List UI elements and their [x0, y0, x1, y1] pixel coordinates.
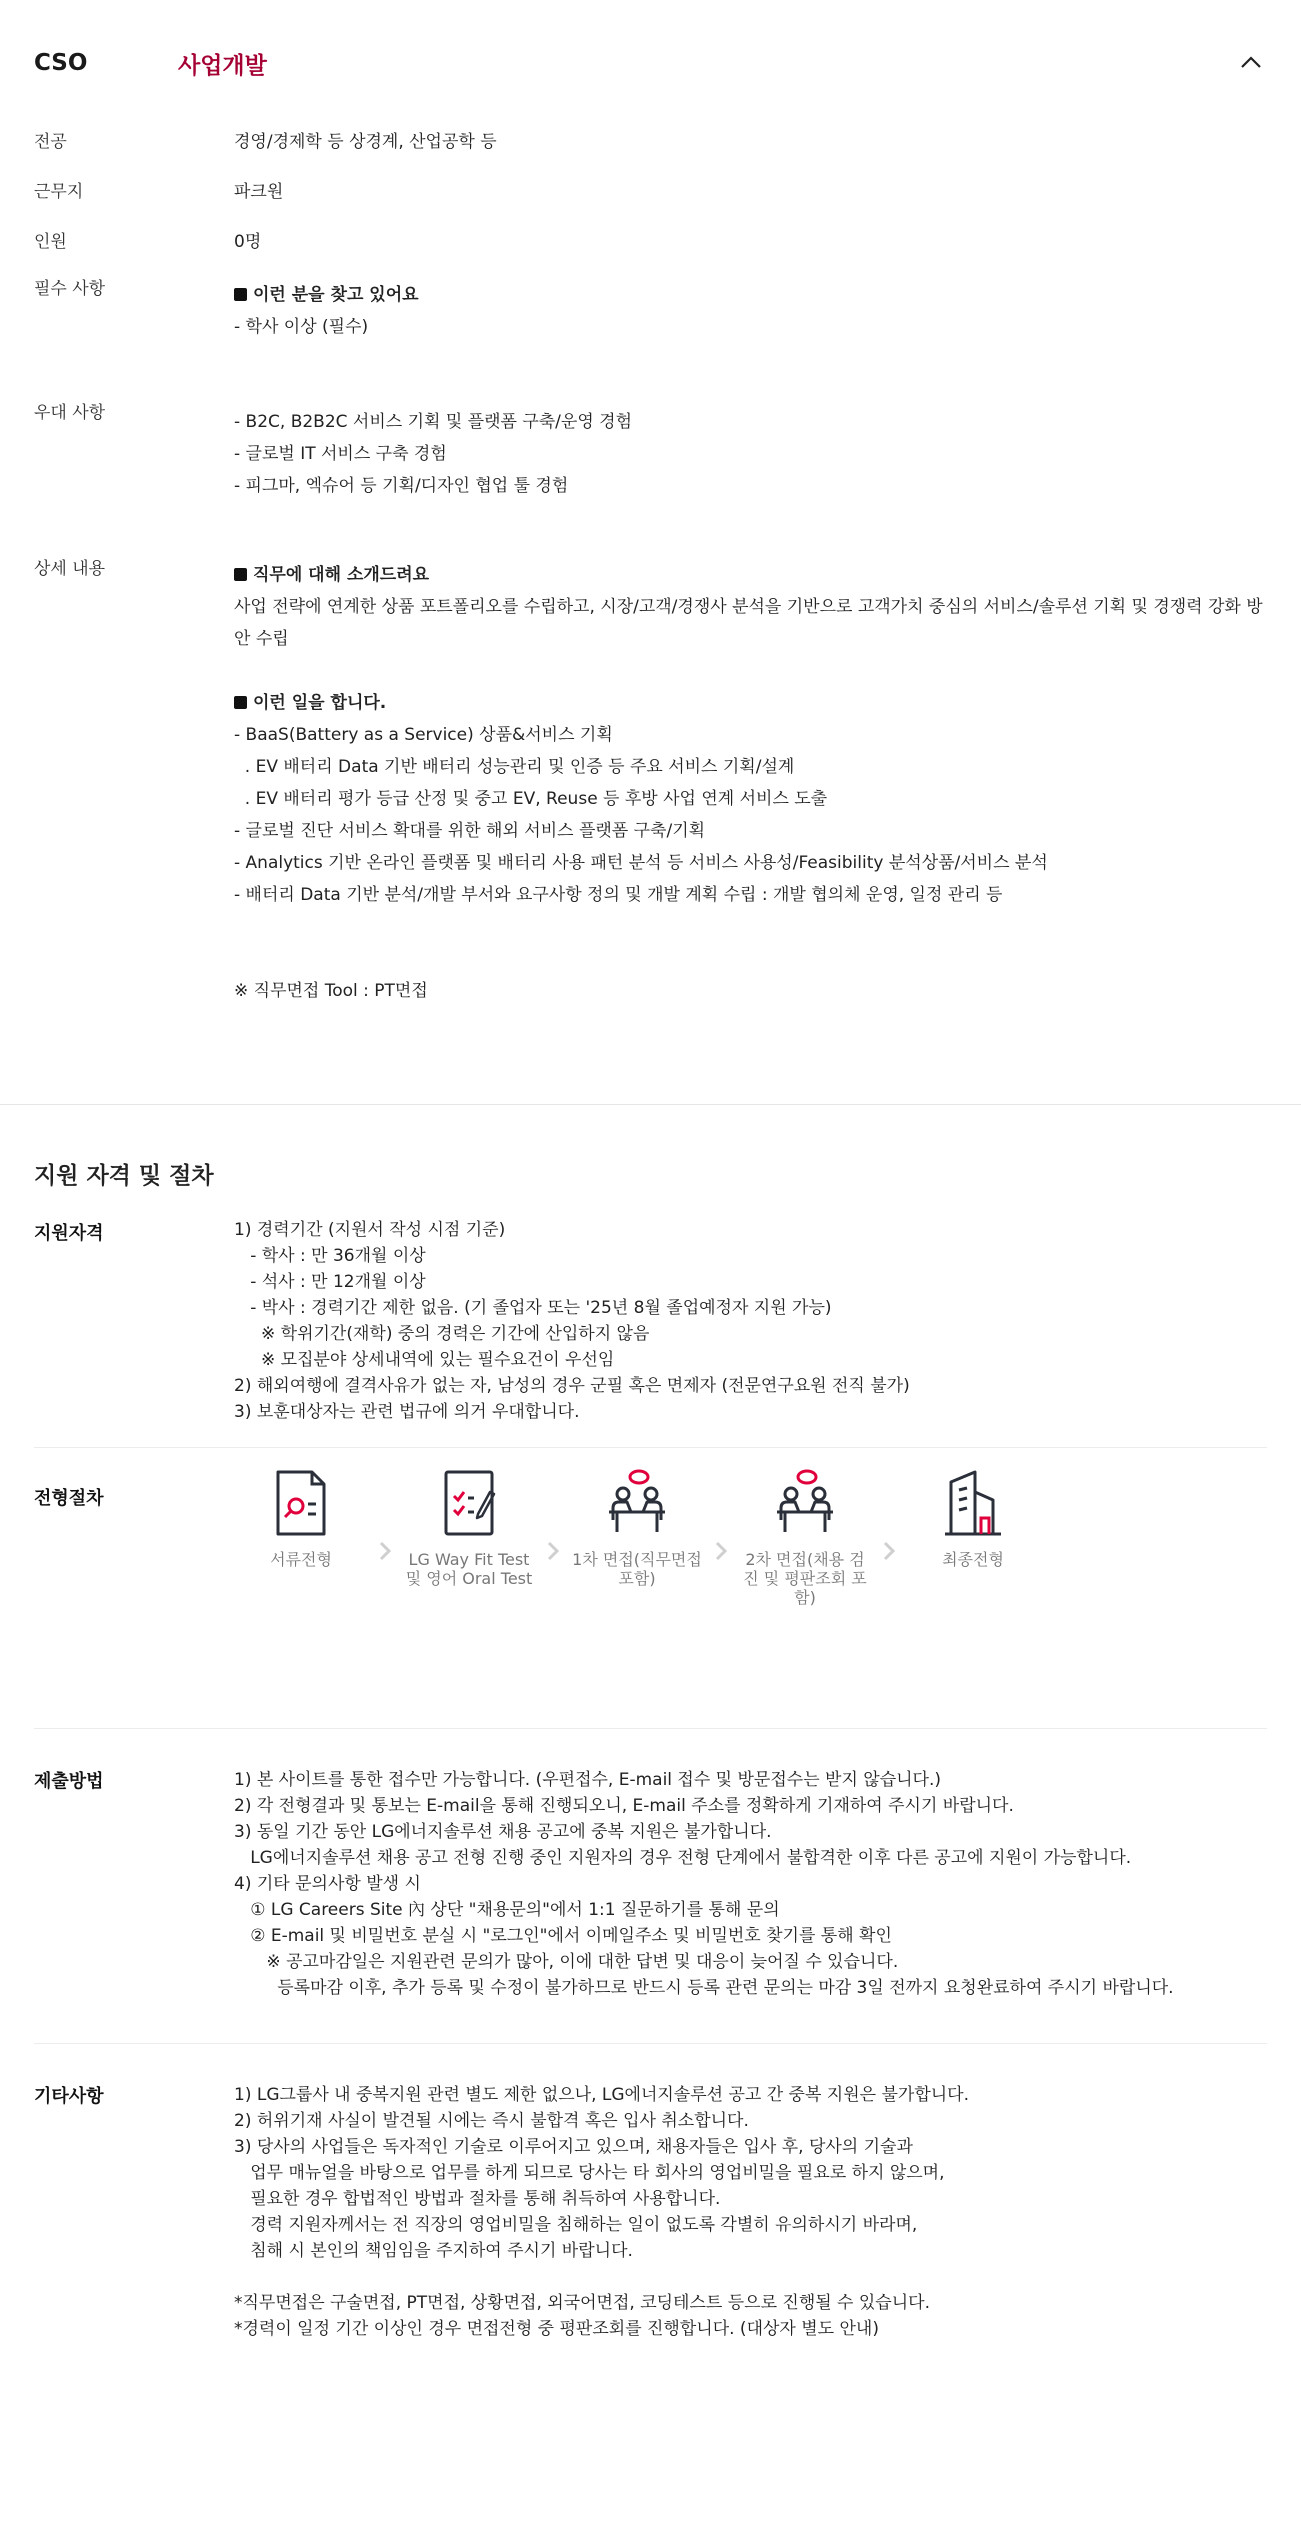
qualification-line: - 박사 : 경력기간 제한 없음. (기 졸업자 또는 '25년 8월 졸업예정자 지원 가능) [234, 1298, 832, 1318]
submission-line: ② E-mail 및 비밀번호 분실 시 "로그인"에서 이메일주소 및 비밀번호 찾기를 통해 확인 [234, 1926, 892, 1946]
square-bullet-icon [234, 288, 247, 301]
etc-line: 1) LG그룹사 내 중복지원 관련 별도 제한 없으나, LG에너지솔루션 공고 간 중복 지원은 불가합니다. [234, 2085, 969, 2105]
job-title: 사업개발 [178, 52, 267, 79]
preferred-label: 우대 사항 [34, 403, 106, 423]
preferred-line: - 글로벌 IT 서비스 구축 경험 [234, 444, 447, 464]
etc-line: 업무 매뉴얼을 바탕으로 업무를 하게 되므로 당사는 타 회사의 영업비밀을 필요로 하지 않으며, [234, 2163, 945, 2183]
etc-label: 기타사항 [34, 2086, 104, 2107]
job-code: CSO [34, 50, 88, 76]
process-steps [234, 1468, 1040, 1728]
submission-line: 등록마감 이후, 추가 등록 및 수정이 불가하므로 반드시 등록 관련 문의는 마감 3일 전까지 요청완료하여 주시기 바랍니다. [234, 1978, 1174, 1998]
major-row [34, 126, 1267, 176]
job-header[interactable] [34, 0, 1267, 126]
interview-icon [602, 1468, 672, 1538]
apply-section [0, 1105, 1301, 2342]
etc-block [34, 2044, 1267, 2342]
submission-line: ※ 공고마감일은 지원관련 문의가 많아, 이에 대한 답변 및 대응이 늦어질 수 있습니다. [234, 1952, 899, 1972]
qualification-line: 1) 경력기간 (지원서 작성 시점 기준) [234, 1220, 506, 1240]
etc-line: 필요한 경우 합법적인 방법과 절차를 통해 취득하여 사용합니다. [234, 2189, 721, 2209]
location-label: 근무지 [34, 182, 84, 202]
required-heading: 이런 분을 찾고 있어요 [234, 279, 1267, 311]
interview-icon [770, 1468, 840, 1538]
process-step-label: 서류전형 [270, 1550, 332, 1569]
work-line: . EV 배터리 평가 등급 산정 및 중고 EV, Reuse 등 후방 사업 연계 서비스 도출 [234, 789, 828, 809]
chevron-right-icon [704, 1492, 738, 1562]
etc-line: 침해 시 본인의 책임임을 주지하여 주시기 바랍니다. [234, 2241, 633, 2261]
headcount-row [34, 226, 1267, 276]
major-value: 경영/경제학 등 상경계, 산업공학 등 [234, 132, 497, 152]
process-step-label: LG Way Fit Test 및 영어 Oral Test [405, 1550, 533, 1588]
qualification-line: - 석사 : 만 12개월 이상 [234, 1272, 426, 1292]
work-line: - 글로벌 진단 서비스 확대를 위한 해외 서비스 플랫폼 구축/기획 [234, 821, 706, 841]
intro-heading: 직무에 대해 소개드려요 [234, 559, 1267, 591]
building-icon [938, 1468, 1008, 1538]
submission-line: 1) 본 사이트를 통한 접수만 가능합니다. (우편접수, E-mail 접수 및 방문접수는 받지 않습니다.) [234, 1770, 941, 1790]
intro-text: 사업 전략에 연계한 상품 포트폴리오를 수립하고, 시장/고객/경쟁사 분석을 기반으로 고객가치 중심의 서비스/솔루션 기획 및 경쟁력 강화 방안 수립 [234, 597, 1263, 649]
etc-line: 2) 허위기재 사실이 발견될 시에는 즉시 불합격 혹은 입사 취소합니다. [234, 2111, 749, 2131]
process-label: 전형절차 [34, 1488, 104, 1509]
details-row [34, 556, 1267, 1007]
preferred-line: - 피그마, 엑슈어 등 기획/디자인 협업 툴 경험 [234, 476, 569, 496]
submission-line: ① LG Careers Site 內 상단 "채용문의"에서 1:1 질문하기를 통해 문의 [234, 1900, 780, 1920]
spacer [234, 2264, 1267, 2290]
qualification-line: - 학사 : 만 36개월 이상 [234, 1246, 426, 1266]
etc-line: 3) 당사의 사업들은 독자적인 기술로 이루어지고 있으며, 채용자들은 입사 후, 당사의 기술과 [234, 2137, 913, 2157]
submission-line: 4) 기타 문의사항 발생 시 [234, 1874, 421, 1894]
etc-line: 경력 지원자께서는 전 직장의 영업비밀을 침해하는 일이 없도록 각별히 유의하시기 바라며, [234, 2215, 918, 2235]
process-step [234, 1468, 368, 1569]
work-line: . EV 배터리 Data 기반 배터리 성능관리 및 인증 등 주요 서비스 기획/설계 [234, 757, 795, 777]
submission-label: 제출방법 [34, 1771, 104, 1792]
required-line: - 학사 이상 (필수) [234, 317, 369, 337]
details-label: 상세 내용 [34, 559, 106, 579]
process-step-label: 최종전형 [942, 1550, 1004, 1569]
etc-line: *경력이 일정 기간 이상인 경우 면접전형 중 평판조회를 진행합니다. (대상자 별도 안내) [234, 2319, 879, 2339]
required-label: 필수 사항 [34, 279, 106, 299]
process-block [34, 1448, 1267, 1728]
square-bullet-icon [234, 568, 247, 581]
work-line: - 배터리 Data 기반 분석/개발 부서와 요구사항 정의 및 개발 계획 수립 : 개발 협의체 운영, 일정 관리 등 [234, 885, 1003, 905]
apply-section-title: 지원 자격 및 절차 [34, 1163, 214, 1189]
preferred-row [34, 400, 1267, 556]
spacer [234, 911, 1267, 975]
qualification-block [34, 1219, 1267, 1447]
qualification-line: ※ 모집분야 상세내역에 있는 필수요건이 우선임 [234, 1350, 615, 1370]
etc-line: *직무면접은 구술면접, PT면접, 상황면접, 외국어면접, 코딩테스트 등으로 진행될 수 있습니다. [234, 2293, 930, 2313]
work-line: - Analytics 기반 온라인 플랫폼 및 배터리 사용 패턴 분석 등 서비스 사용성/Feasibility 분석상품/서비스 분석 [234, 853, 1048, 873]
chevron-up-icon [1240, 55, 1262, 69]
qualification-line: 3) 보훈대상자는 관련 법규에 의거 우대합니다. [234, 1402, 580, 1422]
process-step [570, 1468, 704, 1588]
submission-block [34, 1729, 1267, 2043]
document-search-icon [266, 1468, 336, 1538]
qualification-line: 2) 해외여행에 결격사유가 없는 자, 남성의 경우 군필 혹은 면제자 (전문연구요원 전직 불가) [234, 1376, 910, 1396]
process-step [402, 1468, 536, 1588]
process-step-label: 2차 면접(채용 검진 및 평판조회 포함) [743, 1550, 867, 1607]
collapse-button[interactable] [1235, 46, 1267, 78]
work-heading: 이런 일을 합니다. [234, 687, 1267, 719]
chevron-right-icon [536, 1492, 570, 1562]
submission-line: 3) 동일 기간 동안 LG에너지솔루션 채용 공고에 중복 지원은 불가합니다. [234, 1822, 772, 1842]
major-label: 전공 [34, 132, 67, 152]
location-row [34, 176, 1267, 226]
work-line: - BaaS(Battery as a Service) 상품&서비스 기획 [234, 725, 613, 745]
job-detail-section [0, 0, 1301, 1104]
chevron-right-icon [872, 1492, 906, 1562]
process-step [738, 1468, 872, 1607]
spacer [234, 655, 1267, 687]
headcount-label: 인원 [34, 232, 67, 252]
submission-line: LG에너지솔루션 채용 공고 전형 진행 중인 지원자의 경우 전형 단계에서 불합격한 이후 다른 공고에 지원이 가능합니다. [234, 1848, 1132, 1868]
required-row [34, 276, 1267, 400]
qualification-line: ※ 학위기간(재학) 중의 경력은 기간에 산입하지 않음 [234, 1324, 650, 1344]
submission-line: 2) 각 전형결과 및 통보는 E-mail을 통해 진행되오니, E-mail 주소를 정확하게 기재하여 주시기 바랍니다. [234, 1796, 1014, 1816]
checklist-pen-icon [434, 1468, 504, 1538]
location-value: 파크원 [234, 182, 284, 202]
interview-tool-note: ※ 직무면접 Tool : PT면접 [234, 981, 428, 1001]
preferred-line: - B2C, B2B2C 서비스 기획 및 플랫폼 구축/운영 경험 [234, 412, 633, 432]
process-step [906, 1468, 1040, 1569]
qualification-label: 지원자격 [34, 1223, 104, 1244]
square-bullet-icon [234, 696, 247, 709]
headcount-value: 0명 [234, 232, 262, 252]
chevron-right-icon [368, 1492, 402, 1562]
process-step-label: 1차 면접(직무면접 포함) [572, 1550, 702, 1588]
